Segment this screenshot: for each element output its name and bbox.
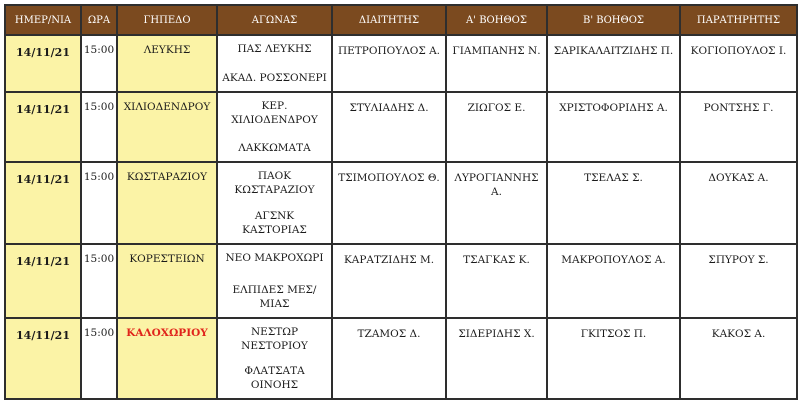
venue-cell: ΧΙΛΙΟΔΕΝΔΡΟΥ	[117, 92, 217, 162]
away-team: ΑΓΣΝΚ ΚΑΣΤΟΡΙΑΣ	[242, 210, 307, 236]
observer-cell: ΣΠΥΡΟΥ Σ.	[680, 244, 797, 318]
fixture-row	[5, 318, 797, 399]
observer-cell: ΔΟΥΚΑΣ Α.	[680, 162, 797, 244]
header-row	[5, 5, 797, 35]
date-cell: 14/11/21	[5, 92, 81, 162]
assistant-1-cell: ΤΣΑΓΚΑΣ Κ.	[446, 244, 547, 318]
referee-cell: ΤΖΑΜΟΣ Δ.	[332, 318, 446, 399]
date-cell: 14/11/21	[5, 35, 81, 92]
match-cell	[217, 92, 332, 162]
header-date: ΗΜΕΡ/ΝΙΑ	[5, 5, 81, 35]
time-cell: 15:00	[81, 162, 117, 244]
header-venue: ΓΗΠΕΔΟ	[117, 5, 217, 35]
time-cell: 15:00	[81, 318, 117, 399]
header-match: ΑΓΩΝΑΣ	[217, 5, 332, 35]
header-assistant-2: Β' ΒΟΗΘΟΣ	[547, 5, 680, 35]
match-cell	[217, 318, 332, 399]
assistant-1-cell: ΓΙΑΜΠΑΝΗΣ Ν.	[446, 35, 547, 92]
venue-cell: ΚΑΛΟΧΩΡΙΟΥ	[117, 318, 217, 399]
match-cell	[217, 244, 332, 318]
home-team: ΝΕΟ ΜΑΚΡΟΧΩΡΙ	[225, 252, 324, 264]
venue-cell: ΛΕΥΚΗΣ	[117, 35, 217, 92]
assistant-2-cell: ΤΣΕΛΑΣ Σ.	[547, 162, 680, 244]
date-cell: 14/11/21	[5, 162, 81, 244]
referee-cell: ΤΣΙΜΟΠΟΥΛΟΣ Θ.	[332, 162, 446, 244]
header-assistant-1: Α' ΒΟΗΘΟΣ	[446, 5, 547, 35]
assistant-2-cell: ΜΑΚΡΟΠΟΥΛΟΣ Α.	[547, 244, 680, 318]
match-cell	[217, 35, 332, 92]
header-referee: ΔΙΑΙΤΗΤΗΣ	[332, 5, 446, 35]
home-team: ΠΑΣ ΛΕΥΚΗΣ	[237, 43, 312, 55]
assistant-2-cell: ΧΡΙΣΤΟΦΟΡΙΔΗΣ Α.	[547, 92, 680, 162]
match-cell	[217, 162, 332, 244]
fixtures-table	[4, 4, 798, 400]
assistant-2-cell: ΣΑΡΙΚΑΛΑΙΤΖΙΔΗΣ Π.	[547, 35, 680, 92]
time-cell: 15:00	[81, 92, 117, 162]
header-observer: ΠΑΡΑΤΗΡΗΤΗΣ	[680, 5, 797, 35]
assistant-2-cell: ΓΚΙΤΣΟΣ Π.	[547, 318, 680, 399]
away-team: ΛΑΚΚΩΜΑΤΑ	[238, 142, 311, 154]
date-cell: 14/11/21	[5, 318, 81, 399]
home-team: ΠΑΟΚ ΚΩΣΤΑΡΑΖΙΟΥ	[234, 170, 315, 196]
venue-cell: ΚΟΡΕΣΤΕΙΩΝ	[117, 244, 217, 318]
header-time: ΩΡΑ	[81, 5, 117, 35]
date-cell: 14/11/21	[5, 244, 81, 318]
referee-cell: ΠΕΤΡΟΠΟΥΛΟΣ Α.	[332, 35, 446, 92]
time-cell: 15:00	[81, 244, 117, 318]
referee-cell: ΣΤΥΛΙΑΔΗΣ Δ.	[332, 92, 446, 162]
fixture-row	[5, 35, 797, 92]
time-cell: 15:00	[81, 35, 117, 92]
assistant-1-cell: ΖΙΩΓΟΣ Ε.	[446, 92, 547, 162]
observer-cell: ΚΑΚΟΣ Α.	[680, 318, 797, 399]
away-team: ΑΚΑΔ. ΡΟΣΣΟΝΕΡΙ	[222, 72, 327, 84]
home-team: ΚΕΡ. ΧΙΛΙΟΔΕΝΔΡΟΥ	[231, 100, 318, 126]
away-team: ΕΛΠΙΔΕΣ ΜΕΣ/ΜΙΑΣ	[232, 284, 317, 310]
fixture-row	[5, 162, 797, 244]
away-team: ΦΛΑΤΣΑΤΑ ΟΙΝΟΗΣ	[244, 365, 305, 391]
assistant-1-cell: ΣΙΔΕΡΙΔΗΣ Χ.	[446, 318, 547, 399]
venue-cell: ΚΩΣΤΑΡΑΖΙΟΥ	[117, 162, 217, 244]
assistant-1-cell: ΛΥΡΟΓΙΑΝΝΗΣ Α.	[446, 162, 547, 244]
observer-cell: ΚΟΓΙΟΠΟΥΛΟΣ Ι.	[680, 35, 797, 92]
fixture-row	[5, 92, 797, 162]
referee-cell: ΚΑΡΑΤΖΙΔΗΣ Μ.	[332, 244, 446, 318]
observer-cell: ΡΟΝΤΣΗΣ Γ.	[680, 92, 797, 162]
home-team: ΝΕΣΤΩΡ ΝΕΣΤΟΡΙΟΥ	[241, 326, 308, 352]
fixture-row	[5, 244, 797, 318]
